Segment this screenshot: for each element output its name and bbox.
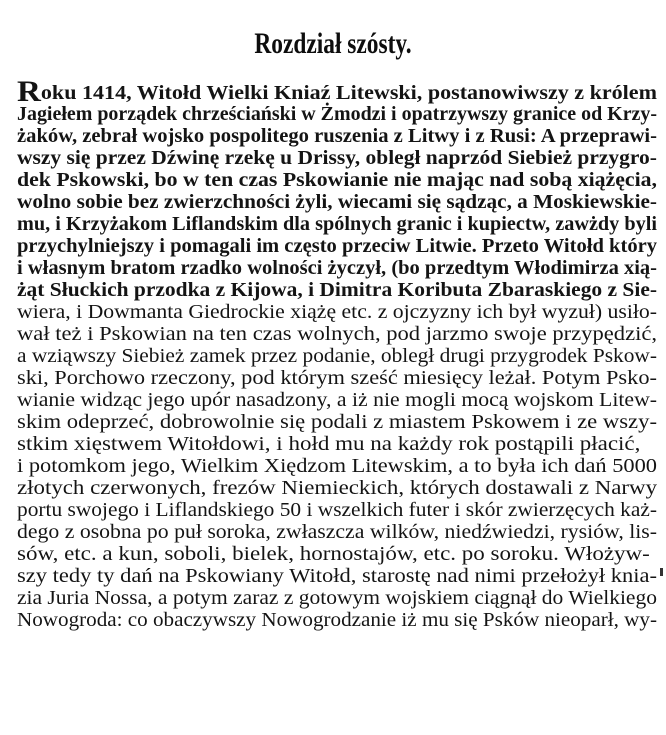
text-line: portu swojego i Liflandskiego 50 i wszelkich futer i skór zwierzęcych każ- [17, 499, 658, 521]
text-line-1 [17, 75, 657, 108]
text-line: przychylniejszy i pomagali im często przeciw Litwie. Przeto Witołd który [17, 235, 658, 257]
text-line: szy tedy ty dań na Pskowiany Witołd, starostę nad nimi przełożył knia- [17, 565, 657, 587]
text-line: a wziąwszy Siebież zamek przez podanie, obległ drugi przygrodek Pskow- [17, 345, 657, 367]
text-line: wszy się przez Dźwinę rzekę u Drissy, obległ naprzód Siebież przygro- [17, 147, 657, 169]
text-line: dek Pskowski, bo w ten czas Pskowianie nie mając nad sobą xiążęcia, [17, 169, 657, 191]
text-line: wiera, i Dowmanta Giedrockie xiążę etc. z ojczyzny ich był wyzuł) usiło- [17, 301, 658, 323]
regular-text [17, 301, 657, 631]
text-line: skim odeprzeć, dobrowolnie się podali z miastem Pskowem i ze wszy- [17, 411, 658, 433]
first-line-rest: oku 1414, Witołd Wielki Kniaź Litewski, postanowiwszy z królem [40, 82, 657, 104]
text-line: wolno sobie bez zwierzchności żyli, wiecami się sądząc, a Moskiewskie- [17, 191, 657, 213]
bold-opening [17, 75, 658, 301]
text-line: stkim xięstwem Witołdowi, i hołd mu na każdy rok postąpili płacić, [17, 433, 641, 455]
text-line: ski, Porchowo rzeczony, pod którym sześć miesięcy leżał. Potym Psko- [17, 367, 657, 389]
text-line: Nowogroda: co obaczywszy Nowogrodzanie iż mu się Psków nieoparł, wy- [17, 609, 657, 631]
text-line: żaków, zebrał wojsko pospolitego ruszenia z Litwy i z Rusi: A przeprawi- [17, 125, 657, 147]
text-line: sów, etc. a kun, soboli, bielek, hornostajów, etc. po soroku. Włożyw- [17, 543, 650, 565]
text-line: wianie widząc jego upór nasadzony, a iż nie mogli mocą wojskom Litew- [17, 389, 658, 411]
text-line: i potomkom jego, Wielkim Xiędzom Litewskim, a to była ich dań 5000 [17, 455, 657, 477]
chapter-body [17, 75, 658, 631]
margin-mark [660, 568, 663, 576]
text-line: i własnym bratom rzadko wolności życzył, (bo przedtym Włodimirza xią- [17, 257, 657, 279]
drop-cap: R [17, 75, 41, 108]
text-line: zia Juria Nossa, a potym zaraz z gotowym wojskiem ciągnął do Wielkiego [17, 587, 657, 609]
text-line: wał też i Pskowian na ten czas wolnych, pod jarzmo swoje przypędzić, [17, 323, 658, 345]
text-line: dego z osobna po puł soroka, zwłaszcza wilków, niedźwiedzi, rysiów, lis- [17, 521, 658, 543]
text-line: mu, i Krzyżakom Liflandskim dla spólnych granic i kupiectw, zawżdy byli [17, 213, 658, 235]
text-line: złotych czerwonych, frezów Niemieckich, których dostawali z Narwy [17, 477, 658, 499]
text-line: żąt Słuckich przodka z Kijowa, i Dimitra Koributa Zbaraskiego z Sie- [17, 279, 658, 301]
text-line: Jagiełem porządek chrześciański w Żmodzi i opatrzywszy granice od Krzy- [17, 103, 658, 125]
chapter-heading: Rozdział szósty. [254, 27, 412, 60]
